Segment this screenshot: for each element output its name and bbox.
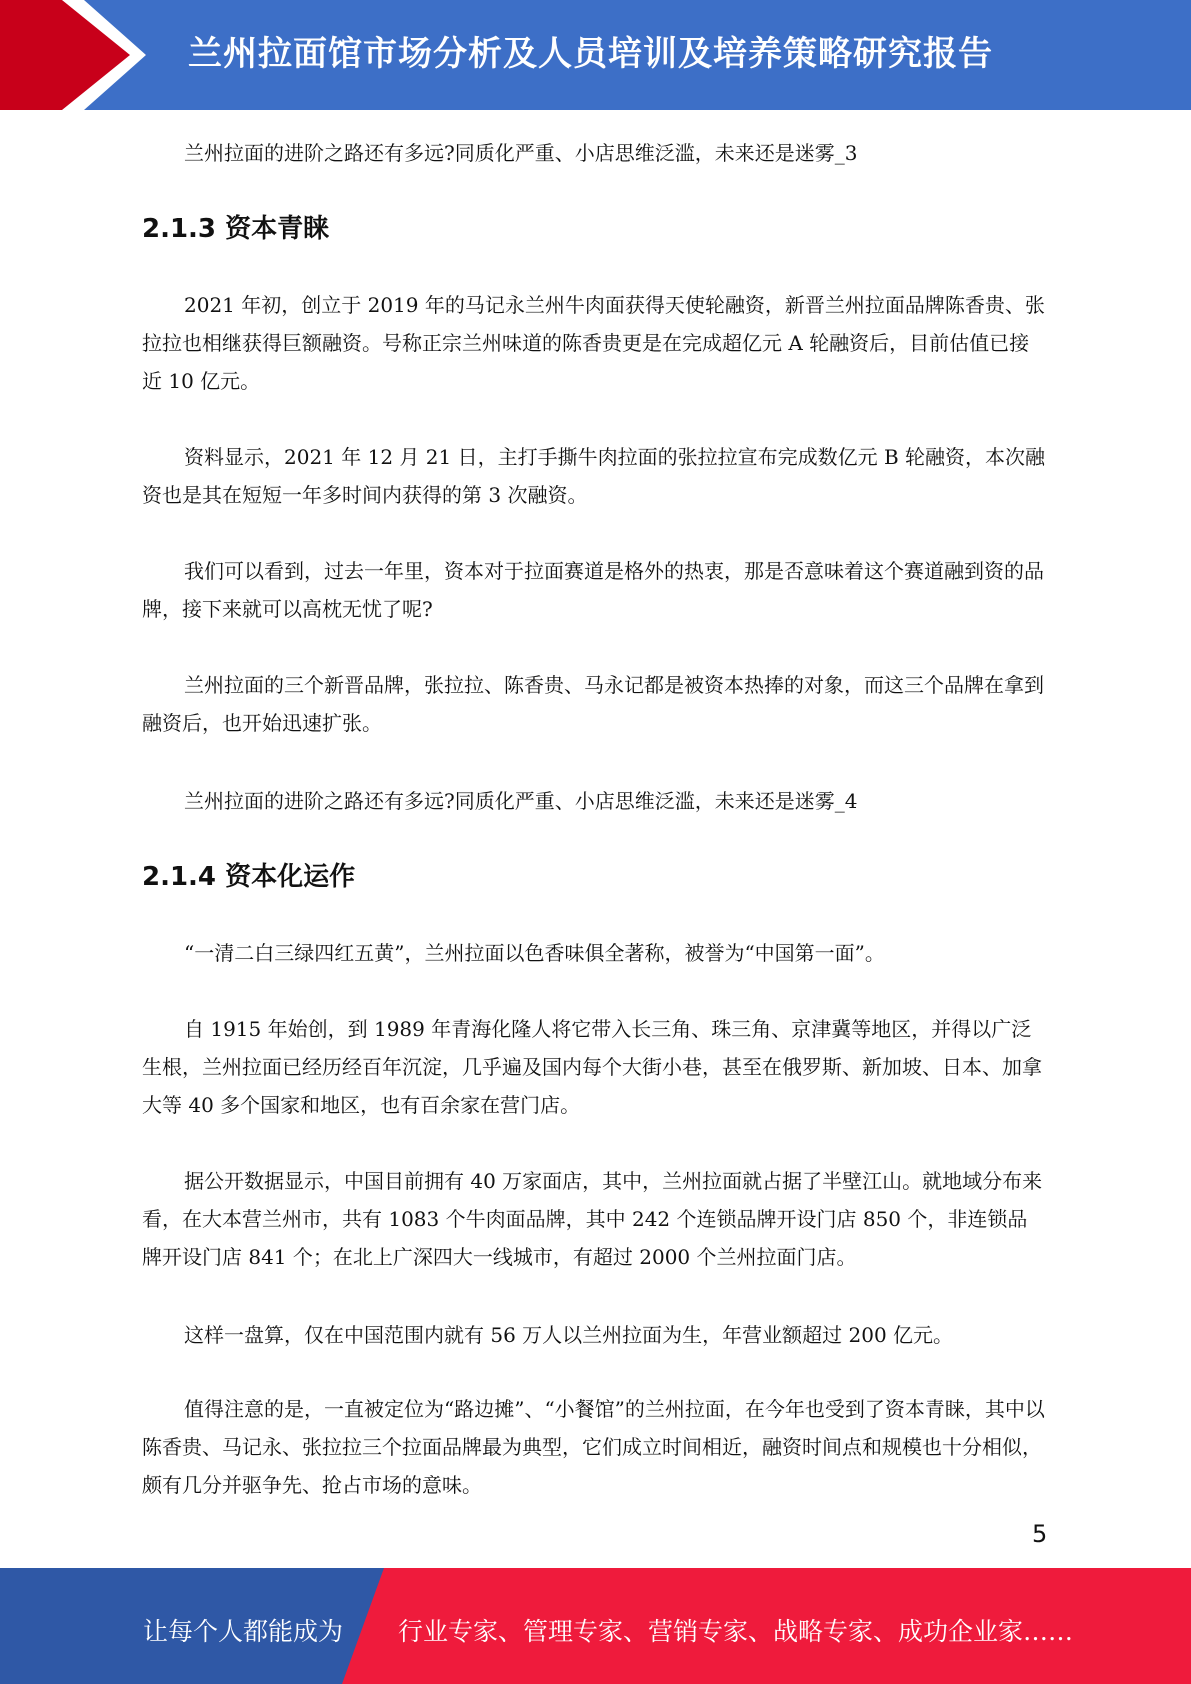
header-chevron-decoration: [0, 0, 160, 110]
paragraph-source-3: 兰州拉面的进阶之路还有多远?同质化严重、小店思维泛滥，未来还是迷雾_3: [184, 141, 858, 165]
header-title: 兰州拉面馆市场分析及人员培训及培养策略研究报告: [188, 34, 993, 74]
paragraph-capital-favor: 值得注意的是，一直被定位为“路边摊”、“小餐馆”的兰州拉面，在今年也受到了资本青睐，其中以陈香贵、马记永、张拉拉三个拉面品牌最为典型，它们成立时间相近，融资时间点和规模也十分相似，颇有几分并驱争先、抢占市场的意味。: [142, 1397, 1045, 1497]
paragraph-revenue: 这样一盘算，仅在中国范围内就有 56 万人以兰州拉面为生，年营业额超过 200 亿元。: [184, 1323, 954, 1347]
paragraph-financing-2021: 2021 年初，创立于 2019 年的马记永兰州牛肉面获得天使轮融资，新晋兰州拉面品牌陈香贵、张拉拉也相继获得巨额融资。号称正宗兰州味道的陈香贵更是在完成超亿元 A 轮融资后，目前估值已接近 10 亿元。: [142, 293, 1045, 393]
paragraph-zhanglala-b-round: 资料显示，2021 年 12 月 21 日，主打手撕牛肉拉面的张拉拉宣布完成数亿元 B 轮融资，本次融资也是其在短短一年多时间内获得的第 3 次融资。: [142, 445, 1045, 507]
paragraph-history: 自 1915 年始创，到 1989 年青海化隆人将它带入长三角、珠三角、京津冀等地区，并得以广泛生根，兰州拉面已经历经百年沉淀，几乎遍及国内每个大街小巷，甚至在俄罗斯、新加坡、日本、加拿大等 40 多个国家和地区，也有百余家在营门店。: [142, 1017, 1042, 1117]
footer-slogan-right: 行业专家、管理专家、营销专家、战略专家、成功企业家……: [398, 1617, 1074, 1646]
section-heading-2-1-4: 2.1.4 资本化运作: [142, 862, 356, 892]
section-heading-2-1-3: 2.1.3 资本青睐: [142, 214, 330, 244]
paragraph-first-noodle: “一清二白三绿四红五黄”，兰州拉面以色香味俱全著称，被誉为“中国第一面”。: [184, 941, 885, 965]
page-number: 5: [1032, 1520, 1048, 1548]
page-footer: [0, 1568, 1191, 1684]
paragraph-capital-enthusiasm: 我们可以看到，过去一年里，资本对于拉面赛道是格外的热衷，那是否意味着这个赛道融到资的品牌，接下来就可以高枕无忧了呢?: [142, 559, 1044, 621]
paragraph-public-data: 据公开数据显示，中国目前拥有 40 万家面店，其中，兰州拉面就占据了半壁江山。就地域分布来看，在大本营兰州市，共有 1083 个牛肉面品牌，其中 242 个连锁品牌开设门店 850 个，非连锁品牌开设门店 841 个；在北上广深四大一线城市，有超过 2000 个兰州拉面门店。: [142, 1169, 1043, 1269]
paragraph-three-brands: 兰州拉面的三个新晋品牌，张拉拉、陈香贵、马永记都是被资本热捧的对象，而这三个品牌在拿到融资后，也开始迅速扩张。: [142, 673, 1044, 735]
footer-slogan-left: 让每个人都能成为: [143, 1617, 344, 1646]
paragraph-source-4: 兰州拉面的进阶之路还有多远?同质化严重、小店思维泛滥，未来还是迷雾_4: [184, 789, 858, 813]
page-header: [0, 0, 1191, 110]
